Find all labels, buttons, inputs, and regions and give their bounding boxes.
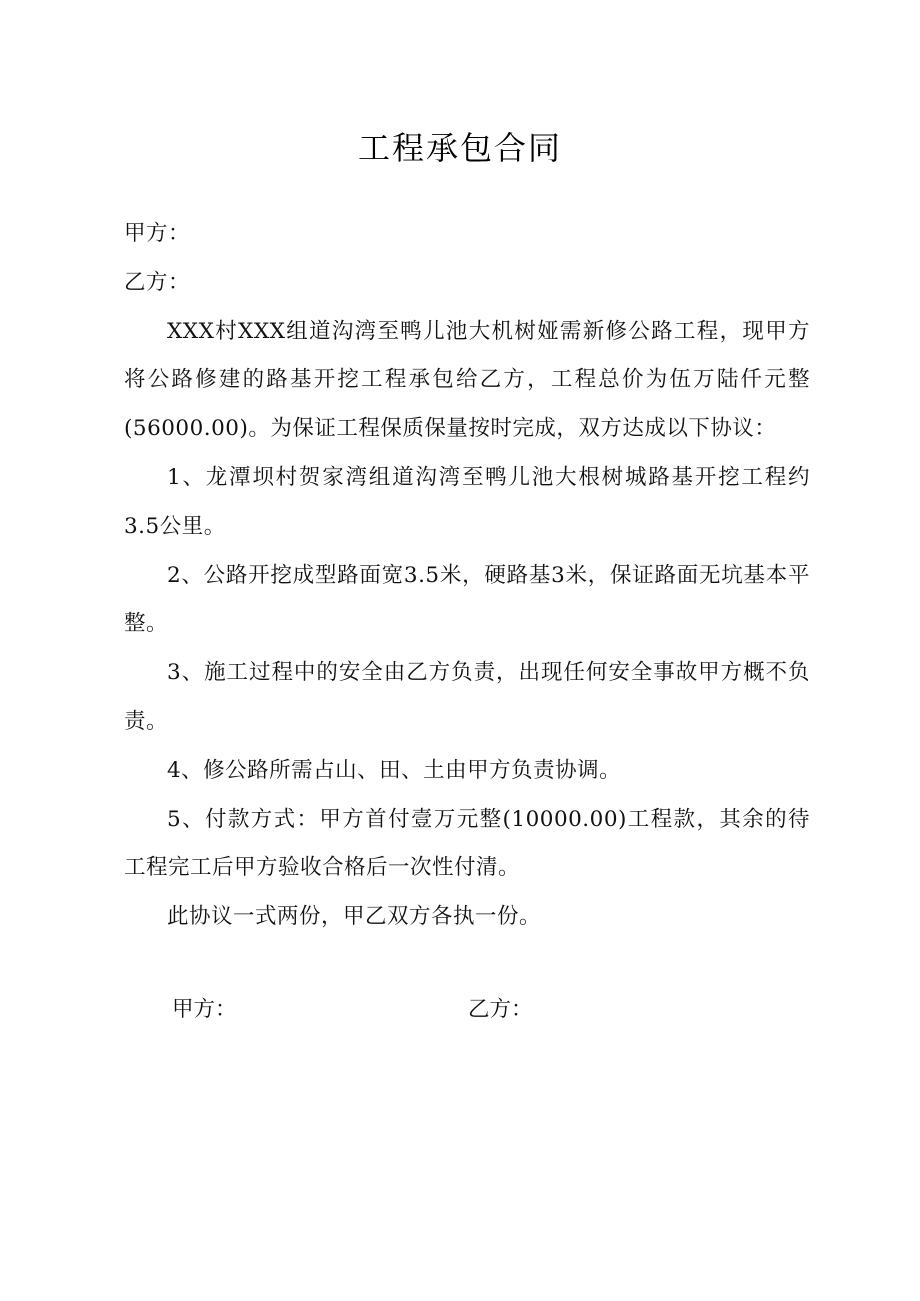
document-body: [124, 210, 810, 942]
signature-party-a: 甲方：: [172, 997, 237, 1022]
clause-5: 5、付款方式：甲方首付壹万元整(10000.00)工程款，其余的待工程完工后甲方验收合格后一次性付清。: [124, 806, 810, 881]
party-b-line: 乙方：: [124, 269, 191, 295]
clause-1: 1、龙潭坝村贺家湾组道沟湾至鸭儿池大根树城路基开挖工程约3.5公里。: [124, 464, 810, 539]
clause-2: 2、公路开挖成型路面宽3.5米，硬路基3米，保证路面无坑基本平整。: [124, 562, 810, 637]
closing-paragraph: 此协议一式两份，甲乙双方各执一份。: [167, 904, 542, 930]
intro-paragraph: XXX村XXX组道沟湾至鸭儿池大机树娅需新修公路工程，现甲方将公路修建的路基开挖工程承包给乙方，工程总价为伍万陆仟元整(56000.00)。为保证工程保质保量按时完成，双方达成以下协议：: [124, 318, 810, 442]
party-a-line: 甲方：: [124, 221, 191, 246]
clause-4: 4、修公路所需占山、田、土由甲方负责协调。: [167, 757, 622, 783]
clause-3: 3、施工过程中的安全由乙方负责，出现任何安全事故甲方概不负责。: [124, 660, 810, 734]
signature-row: [172, 986, 812, 1034]
signature-party-b: 乙方：: [468, 997, 533, 1022]
document-title: 工程承包合同: [357, 129, 562, 167]
